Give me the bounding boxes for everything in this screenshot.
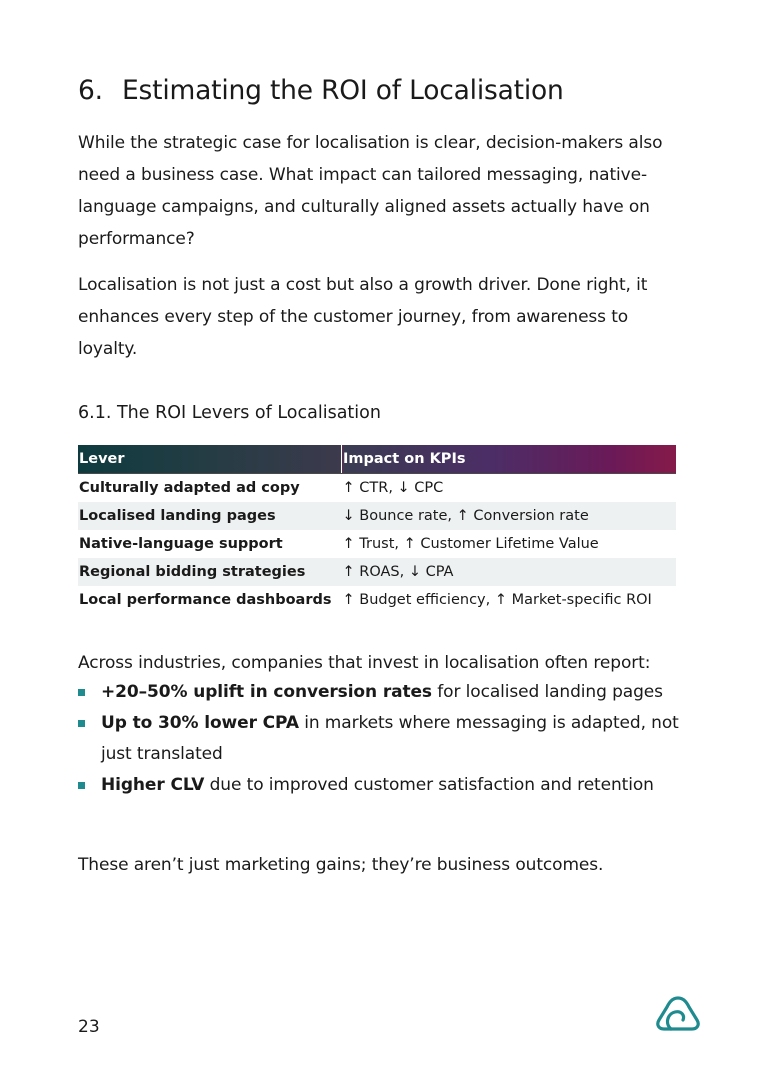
- intro-paragraph-2: Localisation is not just a cost but also a growth driver. Done right, it enhances every step of the customer journey, from awareness to loyalty.: [78, 275, 648, 359]
- finding-highlight: Up to 30% lower CPA: [101, 713, 299, 733]
- roi-levers-table: [78, 445, 676, 614]
- lever-cell: Native-language support: [79, 536, 283, 552]
- table-row: [78, 530, 676, 558]
- table-header-lever: Lever: [78, 445, 342, 474]
- table-row: [78, 502, 676, 530]
- finding-detail: due to improved customer satisfaction and retention: [204, 775, 654, 795]
- intro-paragraph-1: While the strategic case for localisation is clear, decision-makers also need a business case. What impact can tailored messaging, native-language campaigns, and culturally aligned assets actually have on performance?: [78, 133, 663, 249]
- section-number: 6.: [78, 75, 103, 106]
- impact-cell: ↓ Bounce rate, ↑ Conversion rate: [342, 502, 677, 530]
- impact-cell: ↑ Trust, ↑ Customer Lifetime Value: [342, 536, 599, 552]
- bullet-square-icon: [78, 689, 85, 696]
- impact-cell: ↑ Budget efficiency, ↑ Market-specific ROI: [342, 592, 652, 608]
- lever-cell: Localised landing pages: [78, 502, 342, 530]
- list-item: [78, 677, 690, 708]
- findings-list: [78, 677, 690, 801]
- lever-cell: Regional bidding strategies: [78, 558, 342, 586]
- findings-lead: Across industries, companies that invest in localisation often report:: [78, 653, 651, 673]
- closing-paragraph: These aren’t just marketing gains; they’re business outcomes.: [78, 855, 604, 875]
- table-header-row: [78, 445, 676, 474]
- table-row: [78, 474, 676, 503]
- finding-highlight: Higher CLV: [101, 775, 205, 795]
- finding-highlight: +20–50% uplift in conversion rates: [101, 682, 432, 702]
- list-item: [78, 770, 690, 801]
- bullet-square-icon: [78, 720, 85, 727]
- subsection-heading: 6.1. The ROI Levers of Localisation: [78, 403, 381, 423]
- brand-logo-icon: [652, 994, 704, 1032]
- list-item: [78, 708, 690, 770]
- impact-cell: ↑ CTR, ↓ CPC: [342, 480, 444, 496]
- lever-cell: Culturally adapted ad copy: [79, 480, 300, 496]
- finding-detail: in markets where messaging is adapted, not just translated: [101, 713, 679, 764]
- table-header-impact: Impact on KPIs: [342, 445, 677, 474]
- finding-detail: for localised landing pages: [431, 682, 663, 702]
- bullet-square-icon: [78, 782, 85, 789]
- page-number: 23: [78, 1017, 100, 1037]
- section-title: Estimating the ROI of Localisation: [122, 75, 564, 106]
- table-row: [78, 586, 676, 614]
- section-heading: [78, 72, 690, 110]
- table-row: [78, 558, 676, 586]
- impact-cell: ↑ ROAS, ↓ CPA: [342, 558, 677, 586]
- lever-cell: Local performance dashboards: [79, 592, 332, 608]
